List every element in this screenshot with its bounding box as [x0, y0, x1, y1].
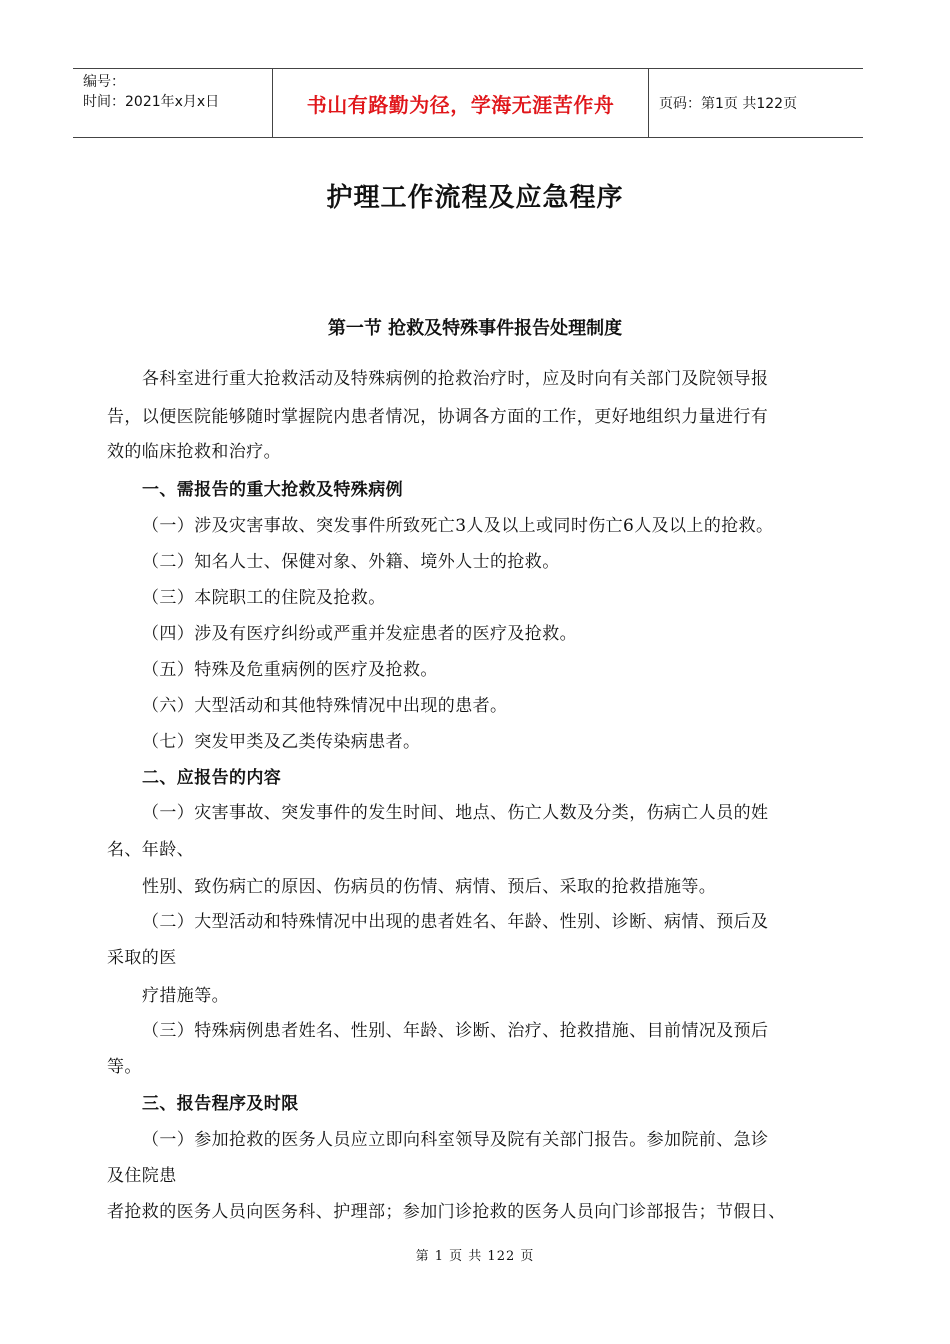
heading-1: 一、需报告的重大抢救及特殊病例: [142, 480, 403, 500]
motto: 书山有路勤为径，学海无涯苦作舟: [306, 92, 615, 117]
list-item-continued: 采取的医: [107, 948, 177, 968]
section-title: 第一节 抢救及特殊事件报告处理制度: [327, 318, 623, 339]
paragraph-line: 告，以便医院能够随时掌握院内患者情况，协调各方面的工作，更好地组织力量进行有: [107, 407, 769, 427]
list-item-continued: 者抢救的医务人员向医务科、护理部；参加门诊抢救的医务人员向门诊部报告；节假日、: [107, 1202, 786, 1222]
list-item-continued: 等。: [107, 1057, 142, 1077]
list-item: （五）特殊及危重病例的医疗及抢救。: [142, 660, 438, 680]
page-footer: 第 1 页 共 122 页: [415, 1249, 535, 1264]
number-label: 编号：: [83, 74, 125, 90]
list-item: （三）特殊病例患者姓名、性别、年龄、诊断、治疗、抢救措施、目前情况及预后: [142, 1021, 769, 1041]
list-item: （二）知名人士、保健对象、外籍、境外人士的抢救。: [142, 552, 560, 572]
list-item-continued: 性别、致伤病亡的原因、伤病员的伤情、病情、预后、采取的抢救措施等。: [142, 877, 717, 897]
list-item-continued: 名、年龄、: [107, 840, 194, 860]
list-item: （二）大型活动和特殊情况中出现的患者姓名、年龄、性别、诊断、病情、预后及: [142, 912, 769, 932]
list-item-continued: 疗措施等。: [142, 986, 229, 1006]
paragraph-line: 各科室进行重大抢救活动及特殊病例的抢救治疗时，应及时向有关部门及院领导报: [142, 369, 769, 389]
list-item-continued: 及住院患: [107, 1166, 177, 1186]
header-motto-cell: [273, 69, 649, 137]
time-label: 时间：2021年x月x日: [83, 94, 220, 110]
paragraph-line: 效的临床抢救和治疗。: [107, 442, 281, 462]
list-item: （三）本院职工的住院及抢救。: [142, 588, 386, 608]
header-table: [73, 68, 863, 138]
list-item: （一）参加抢救的医务人员应立即向科室领导及院有关部门报告。参加院前、急诊: [142, 1130, 769, 1150]
document-title: 护理工作流程及应急程序: [326, 183, 624, 213]
list-item: （七）突发甲类及乙类传染病患者。: [142, 732, 421, 752]
heading-3: 三、报告程序及时限: [142, 1094, 299, 1114]
heading-2: 二、应报告的内容: [142, 768, 282, 788]
header-page-cell: [649, 69, 863, 137]
list-item: （一）涉及灾害事故、突发事件所致死亡3人及以上或同时伤亡6人及以上的抢救。: [142, 516, 774, 536]
header-meta: [73, 69, 273, 137]
list-item: （四）涉及有医疗纠纷或严重并发症患者的医疗及抢救。: [142, 624, 577, 644]
page-info: 页码：第1页 共122页: [659, 96, 798, 112]
list-item: （六）大型活动和其他特殊情况中出现的患者。: [142, 696, 508, 716]
list-item: （一）灾害事故、突发事件的发生时间、地点、伤亡人数及分类，伤病亡人员的姓: [142, 803, 769, 823]
